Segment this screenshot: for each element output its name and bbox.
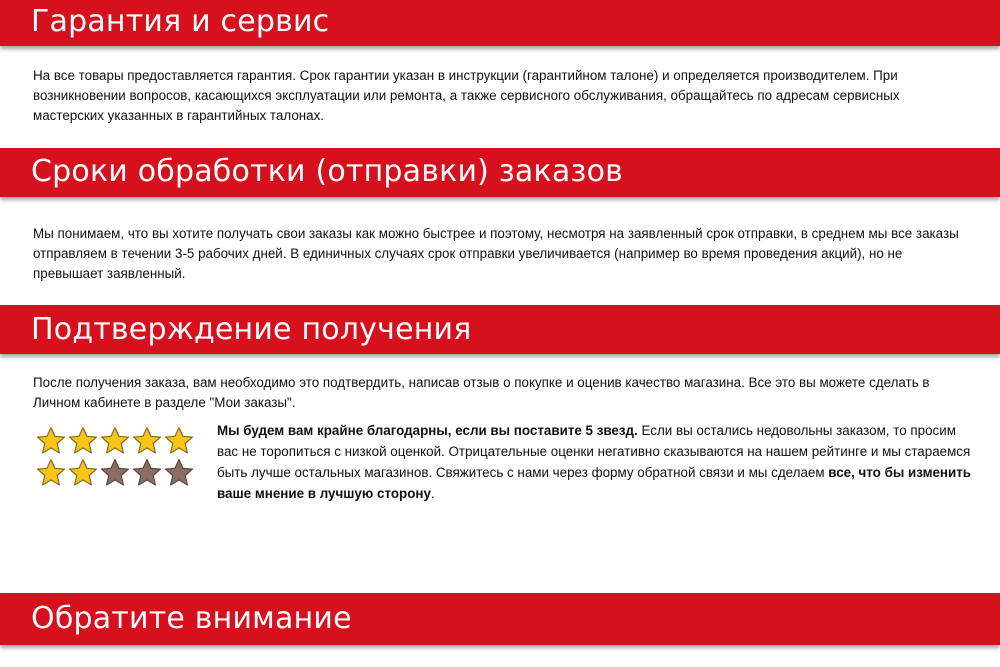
star-row-two [36,458,196,490]
rating-middle-text: Если вы остались недовольны заказом, то просим вас не торопиться с низкой оценкой. Отрицательные оценки негативно сказываются на нашем рейтинге и мы стараемся быть лучше остальных магазинов. Свяжитесь с нами через форму обратной связи и мы сделаем [217,423,971,480]
star-empty-icon [132,458,162,488]
star-row-five [36,426,196,458]
rating-request-text [217,420,977,504]
section-banner-processing [0,148,1000,197]
section-title-warranty: Гарантия и сервис [31,4,330,39]
section-title-processing: Сроки обработки (отправки) заказов [31,154,624,189]
confirmation-text: После получения заказа, вам необходимо это подтвердить, написав отзыв о покупке и оценив качество магазина. Все это вы можете сделать в Личном кабинете в разделе "Мои заказы". [33,375,930,410]
processing-text: Мы понимаем, что вы хотите получать свои заказы как можно быстрее и поэтому, несмотря на заявленный срок отправки, в среднем мы все заказы отправляем в течении 3-5 рабочих дней. В единичных случаях срок отправки увеличивается (например во время проведения акций), но не превышает заявленный. [33,226,959,281]
star-filled-icon [68,426,98,456]
star-filled-icon [132,426,162,456]
star-empty-icon [164,458,194,488]
star-filled-icon [36,426,66,456]
section-banner-warranty [0,0,1000,46]
star-filled-icon [36,458,66,488]
section-banner-confirmation [0,305,1000,354]
star-filled-icon [68,458,98,488]
star-empty-icon [100,458,130,488]
section-banner-attention [0,593,1000,645]
section-title-confirmation: Подтверждение получения [31,312,472,347]
star-filled-icon [100,426,130,456]
rating-bold-end: все, что бы изменить ваше мнение в лучшую сторону [217,465,972,501]
warranty-text: На все товары предоставляется гарантия. Срок гарантии указан в инструкции (гарантийном талоне) и определяется производителем. При возникновении вопросов, касающихся эксплуатации или ремонта, а также сервисного обслуживания, обращайтесь по адресам сервисных мастерских указанных в гарантийных талонах. [33,68,900,123]
star-filled-icon [164,426,194,456]
rating-stars [36,426,196,490]
rating-bold-intro: Мы будем вам крайне благодарны, если вы поставите 5 звезд. [217,423,638,438]
rating-end-punct: . [430,486,435,501]
section-title-attention: Обратите внимание [31,601,352,636]
